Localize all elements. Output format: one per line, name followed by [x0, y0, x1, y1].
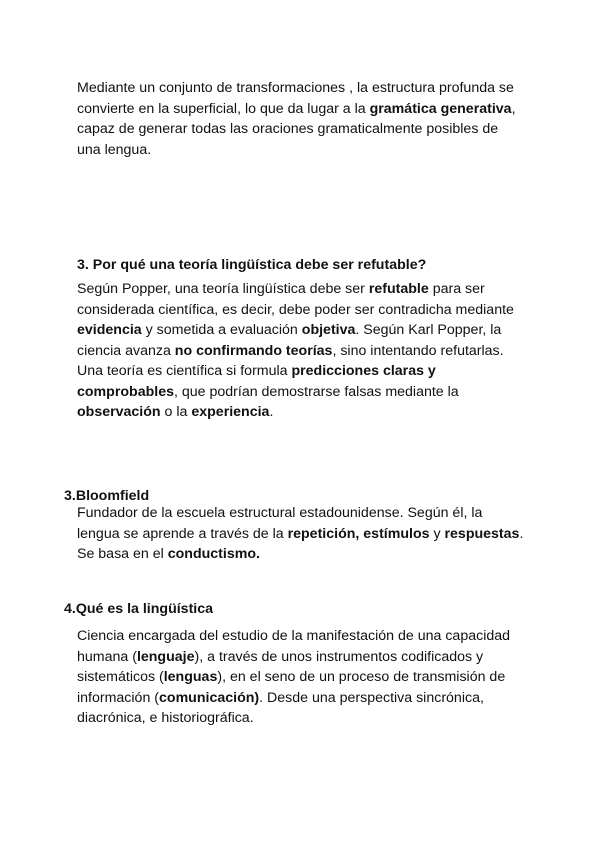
text-run: , — [511, 100, 516, 117]
bold-text: comunicación) — [159, 689, 260, 706]
text-run: considerada científica, es decir, debe poder ser contradicha mediante — [77, 301, 514, 318]
text-line — [77, 667, 510, 688]
text-line — [77, 361, 514, 382]
bold-text: comprobables — [77, 383, 174, 400]
text-line — [77, 140, 516, 161]
text-run: Mediante un conjunto de transformaciones , la estructura profunda se — [77, 80, 514, 96]
bold-text: conductismo. — [167, 546, 260, 562]
text-line — [77, 688, 510, 709]
bold-text: gramática generativa — [369, 100, 512, 117]
text-line — [77, 708, 510, 729]
text-line — [77, 300, 514, 321]
text-run: o la — [160, 404, 192, 420]
intro-paragraph — [77, 78, 516, 160]
text-run: capaz de generar todas las oraciones gramaticalmente posibles de — [77, 121, 499, 137]
text-run: . Desde una perspectiva sincrónica, — [259, 689, 484, 706]
bold-text: lenguaje — [136, 648, 195, 665]
text-line — [77, 402, 514, 423]
text-run: información ( — [77, 689, 160, 706]
text-run: Se basa en el — [77, 546, 168, 562]
linguistica-heading: 4.Qué es la lingüística — [64, 601, 214, 617]
bold-text: lenguas — [163, 669, 218, 685]
text-run: Fundador de la escuela estructural estadounidense. Según él, la — [77, 505, 483, 521]
bloomfield-paragraph — [77, 503, 523, 565]
text-line — [77, 382, 514, 403]
text-line — [77, 524, 523, 545]
text-run: Según Popper, una teoría lingüística debe ser — [77, 281, 369, 297]
text-run: para ser — [428, 281, 485, 297]
bold-text: refutable — [368, 281, 429, 297]
bold-text: no confirmando teorías — [174, 342, 333, 359]
text-run: lengua se aprende a través de la — [77, 525, 288, 542]
text-run: , sino intentando refutarlas. — [332, 342, 504, 359]
text-line — [77, 99, 516, 120]
text-run: Una teoría es científica si formula — [77, 363, 292, 379]
bold-text: observación — [77, 404, 161, 420]
text-run: convierte en la superficial, lo que da lugar a la — [77, 100, 370, 117]
text-run: ciencia avanza — [77, 342, 175, 359]
bold-text: repetición, estímulos — [287, 525, 430, 542]
text-line — [77, 279, 514, 300]
text-run: diacrónica, e historiográfica. — [77, 710, 254, 726]
text-run: una lengua. — [77, 141, 152, 158]
linguistica-paragraph — [77, 626, 510, 729]
text-line — [77, 78, 516, 99]
text-run: humana ( — [77, 648, 137, 665]
bold-text: respuestas — [444, 525, 520, 542]
text-line — [77, 503, 523, 524]
text-run: ), a través de unos instrumentos codificados y — [194, 648, 484, 665]
refutable-heading: 3. Por qué una teoría lingüística debe ser refutable? — [77, 257, 427, 273]
text-line — [77, 341, 514, 362]
text-run: y — [429, 525, 445, 542]
text-line — [77, 647, 510, 668]
text-run: . — [269, 404, 274, 420]
text-run: sistemáticos ( — [77, 669, 164, 685]
text-run: ), en el seno de un proceso de transmisión de — [217, 669, 506, 685]
bloomfield-heading: 3.Bloomfield — [64, 488, 150, 504]
text-line — [77, 544, 523, 565]
text-line — [77, 320, 514, 341]
text-run: y sometida a evaluación — [141, 322, 302, 338]
bold-text: evidencia — [77, 322, 142, 338]
text-run: Ciencia encargada del estudio de la manifestación de una capacidad — [77, 628, 511, 644]
text-run: . Según Karl Popper, la — [355, 322, 502, 338]
bold-text: objetiva — [301, 322, 356, 338]
refutable-paragraph — [77, 279, 514, 423]
text-run: , que podrían demostrarse falsas mediante la — [173, 383, 459, 400]
text-run: . — [519, 525, 524, 542]
bold-text: experiencia — [191, 404, 270, 420]
text-line — [77, 119, 516, 140]
text-line — [77, 626, 510, 647]
bold-text: predicciones claras y — [291, 363, 436, 379]
